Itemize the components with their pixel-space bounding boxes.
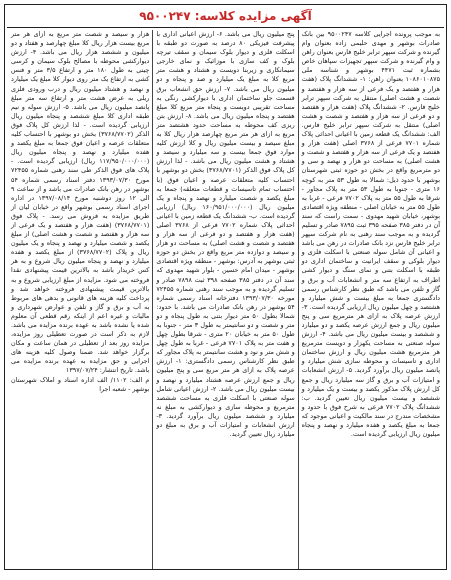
notice-title: آگهی مزایده کلاسه: ۹۵۰۰۲۴۷ [139, 9, 312, 23]
column-left-text: هزار و سیصد و شصت متر مربع به ازای هر متر مربع بیست هزار ریال کلا مبلغ چهارصد و هفتاد و دو میلیون و ششصد هزار ریال می باشد. ۴- ارزش دیوارکشی محوطه با مصالح بلوک سیمان و کرسی چینی به طول ۱۸۰ متر و ارتفاع ۳/۵ متر و فنس کشی به ارتفاع یک متر روی دیوار کلا مبلغ یک میلیارد و نهصد و هشتاد میلیون ریال و درب ورودی فلزی ریلی به عرض هشت متر و ارتفاع سه متر مبلغ پانصد میلیون ریال می باشد. ۵- ارزش سوله و نیم طبقه اداری کلا مبلغ ششصد و پنجاه میلیون ریال ارزیابی گردیده است. - لذا ارزش کل پلاک فوق الذکر (۳۷۶۸/۷۷۰۲) بخش دو بوشهر با احتساب کلیه متعلقات عرصه و اعیان فوق جمعا به مبلغ یکصد و هفده میلیارد و نهصد و پنجاه میلیون ریال (۱۱۷/۹۵۰/۰۰۰/۰۰۰ ریال) ارزیابی گردیده است. - پلاک های فوق الذکر طی سند رهنی شماره ۷۲۴۵۵ مورخ ۱۳۹۳/۰۷/۳۰ دفتر اسناد رسمی شماره ۵۴ بوشهر در رهن بانک صادرات می باشد و از ساعت ۹ الی ۱۲ روز دوشنبه مورخ ۱۳۹۷/۰۸/۱۴ در اداره اجرای اسناد رسمی بوشهر واقع در خیابان لیان از طریق مزایده به فروش می رسد. - پلاک فوق (۳۷۶۸/۷۷۰۱) (هفت هزار و هفتصد و یک فرعی از سه هزار و هفتصد و شصت و هشت اصلی) از مبلغ یکصد و شصت میلیارد و نهصد و پنجاه و یک میلیون ریال و پلاک (۳۷۶۸/۷۷۰۲) از مبلغ یکصد و هفده میلیارد و نهصد و پنجاه میلیون ریال شروع و به هر کس خریدار باشد به بالاترین قیمت پیشنهادی نقدا فروخته می شود. مزایده از مبلغ ارزیابی شروع و به بالاترین قیمت پیشنهادی فروخته خواهد شد و پرداخت کلیه هزینه های قانونی و بدهی های مربوط به آب و برق و گاز و تلفن و عوارض شهرداری و مالیات و غیره اعم از اینکه رقم قطعی آن معلوم شده یا نشده باشد به عهده برنده مزایده می باشد. لازم به ذکر است در صورت تعطیلی روز مزایده، مزایده روز بعد از تعطیلی در همان ساعت و مکان برگزار خواهد شد. ضمنا وصول کلیه هزینه های اجرایی و حق مزایده به عهده برنده مزایده می باشد. تاریخ انتشار: ۱۳۹۷/۰۷/۲۴ [11, 30, 150, 375]
column-middle [153, 30, 298, 569]
notice-signature: م الف: ۱۱۰۲/ الف اداره اسناد و املاک شهرستان بوشهر - شعبه اجرا [11, 375, 150, 393]
notice-columns [5, 28, 446, 569]
column-middle-text: پنج میلیون ریال می باشد. ۶- ارزش اعیانی اداری با پیشرفت فیزیکی ۸۰ درصد به صورت دو طبقه با اسکلت فلزی و دیوار بلوک سیمان و سقف تیرچه بلوک و کف سازی با موزائیک و نمای خارجی سیمانکاری و زیربنا دویست و هشتاد و هشت متر مربع کلا به مبلغ یک میلیارد و صد و پنجاه و دو میلیون ریال می باشد. ۷- ارزش حق انشعاب برق قسمت جلو ساختمان اداری با دیوارکشی رنگی به مساحت تقریبی دویست و پنجاه متر مربع کلا مبلغ هفتصد و پنجاه میلیون ریال می باشد. ۸- ارزش بتن ریزی کف محوطه به مساحت حدود هشتصد متر مربع به ازای هر متر مربع چهارصد هزار ریال کلا به مبلغ سیصد و بیست میلیون ریال و کلا ارزش کلیه موارد فوق جمعا بیست و سه میلیارد و سیصد و هشتاد و هشت میلیون ریال می باشد. - لذا ارزش کل پلاک فوق الذکر (۳۷۶۸/۷۷۰۱) بخش دو بوشهر با احتساب کلیه متعلقات عرصه و اعیان فوق (با احتساب تمام تاسیسات و قطعات متعلقه) جمعا به مبلغ یکصد و شصت میلیارد و نهصد و پنجاه و یک میلیون ریال (۱۶۰/۹۵۱/۰۰۰/۰۰۰ ریال) ارزیابی گردیده است. ب- ششدانگ یک قطعه زمین با اعیانی احداثی پلاک شماره ۷۷۰۲ فرعی از ۳۷۶۸ اصلی (هفت هزار و هفتصد و دو فرعی از سه هزار و هفتصد و شصت و هشت اصلی) به مساحت دو هزار و سیصد و دوازده متر مربع واقع در بخش دو حوزه ثبتی بوشهر به آدرس: بوشهر - منطقه ویژه اقتصادی بوشهر - میدان امام حسین - بلوار شهید مهدوی که سند آن در دفتر ۳۸۵ صفحه ۳۹۸ ثبت ۷۸۹۸ صادر و تسلیم گردیده و به موجب سند رهنی شماره ۷۲۴۵۵ مورخه ۱۳۹۳/۰۷/۳۰ دفترخانه اسناد رسمی شماره ۵۴ بوشهر در رهن بانک صادرات می باشد. با حدود: شمالا بطول ۵۰ متر دیوار بتنی به طول پنجاه و دو متر و شصت و دو سانتیمتر به طول ۳ متر - جنوبا به طول ۵۰ متر به خیابان ۲۰ متری - شرقا بطول چهل و هفت متر به پلاک ۷۷۰۱ فرعی - غربا به طول چهل و شش متر و نود و هشت سانتیمتر به پلاک مجاور که طبق نظر کارشناس رسمی دادگستری: ۱- ارزش عرصه پلاک به ازای هر متر مربع سی و پنج میلیون ریال و جمع ارزش عرصه هشتاد میلیارد و نهصد و بیست میلیون ریال می باشد. ۲- ارزش اعیانی شامل سوله صنعتی با اسکلت فلزی به مساحت ششصد مترمربع و محوطه سازی و دیوارکشی به مبلغ نه میلیارد و ششصد میلیون ریال برآورد گردید. ۳- ارزش انشعابات و امتیازات آب و برق به مبلغ دو میلیارد ریال تعیین گردید. [156, 30, 295, 439]
notice-header [7, 5, 444, 28]
column-right-text: به موجب پرونده اجرایی کلاسه ۹۵۰۰۲۴۷ بین بانک صادرات بوشهر و مهدی حلیمی زاده بعنوان وام گیرنده و شرکت سپهر ترابر خلیج فارس بعنوان راهن و وام گیرنده و شرکت سپهر تجهیزات سپاهان خاص بشماره ثبت ۴۴۷۱ بوشهر و شناسه ملی ۱۰۸۶۰۱۰۸۷۵ بعنوان راهن: ۱- ششدانگ پلاک (هفت هزار و هفتصد و یک فرعی از سه هزار و هفتصد و شصت و هشت اصلی) منتقل به شرکت سپهر ترابر خلیج فارس. ۲- ششدانگ پلاک (هفت هزار و هفتصد و دو فرعی از سه هزار و هفتصد و شصت و هشت اصلی) منتقل به شرکت سپهر ترابر خلیج فارس. الف: ششدانگ یک قطعه زمین با اعیانی احداثی پلاک شماره ۷۷۰۱ فرعی از ۳۷۶۸ اصلی (هفت هزار و هفتصد و یک فرعی از سه هزار و هفتصد و شصت و هشت اصلی) به مساحت دو هزار و نهصد و سی و دو مترمربع واقع در بخش دو حوزه ثبتی شهرستان بوشهر با حدود ذیل: شمالا به طول ۵۳ متر به کوچه ۱۶ متری - جنوبا به طول ۵۳ متر به پلاک مجاور - شرقا به طول ۵۵ متر به پلاک ۷۷۰۲ فرعی - غربا به طول ۵۵ متر به خیابان اصلی - منطقه ویژه اقتصادی بوشهر، خیابان شهید مهدوی - سمت راست که سند آن در دفتر ۳۸۵ صفحه ۳۹۵ ثبت ۷۸۹۵ صادر و تسلیم گردیده و به موجب سند رهنی به نام شرکت سپهر ترابر خلیج فارس نزد بانک صادرات در رهن می باشد و اعیانی آن شامل سوله صنعتی با اسکلت فلزی و دیوار بلوکی و سقف ایرانیت و ساختمان اداری دو طبقه با اسکلت بتنی و نمای سنگ و دیوار کشی اطراف به ارتفاع سه متر و انشعابات آب و برق و گاز و تلفن می باشد که طبق نظر کارشناس رسمی دادگستری جمعا به مبلغ بیست و شش میلیارد و هشتصد و چهل میلیون ریال ارزیابی گردیده است. ۳- ارزش عرصه پلاک به ازای هر مترمربع سی و پنج میلیون ریال و جمع ارزش عرصه یکصد و دو میلیارد و ششصد و بیست میلیون ریال می باشد. ۴- ارزش سوله صنعتی به مساحت یکهزار و دویست مترمربع هر مترمربع هشت میلیون ریال و ارزش ساختمان اداری و تاسیسات و محوطه سازی شش میلیارد و پانصد میلیون ریال برآورد گردید. ۵- ارزش انشعابات و امتیازات آب و برق و گاز سه میلیارد ریال و جمع کل ارزش پلاک مذکور یکصد و بیست و یک میلیارد و ششصد و بیست میلیون ریال تعیین گردید. ب: ششدانگ پلاک ۷۷۰۲ فرعی به شرح فوق با حدود و مشخصات مندرج در سند مالکیت و اعیانی موجود که جمعا به مبلغ یکصد و هفده میلیارد و نهصد و پنجاه میلیون ریال ارزیابی گردیده است. [301, 30, 441, 439]
auction-notice [4, 4, 447, 570]
column-left [8, 30, 153, 569]
column-right [299, 30, 443, 569]
